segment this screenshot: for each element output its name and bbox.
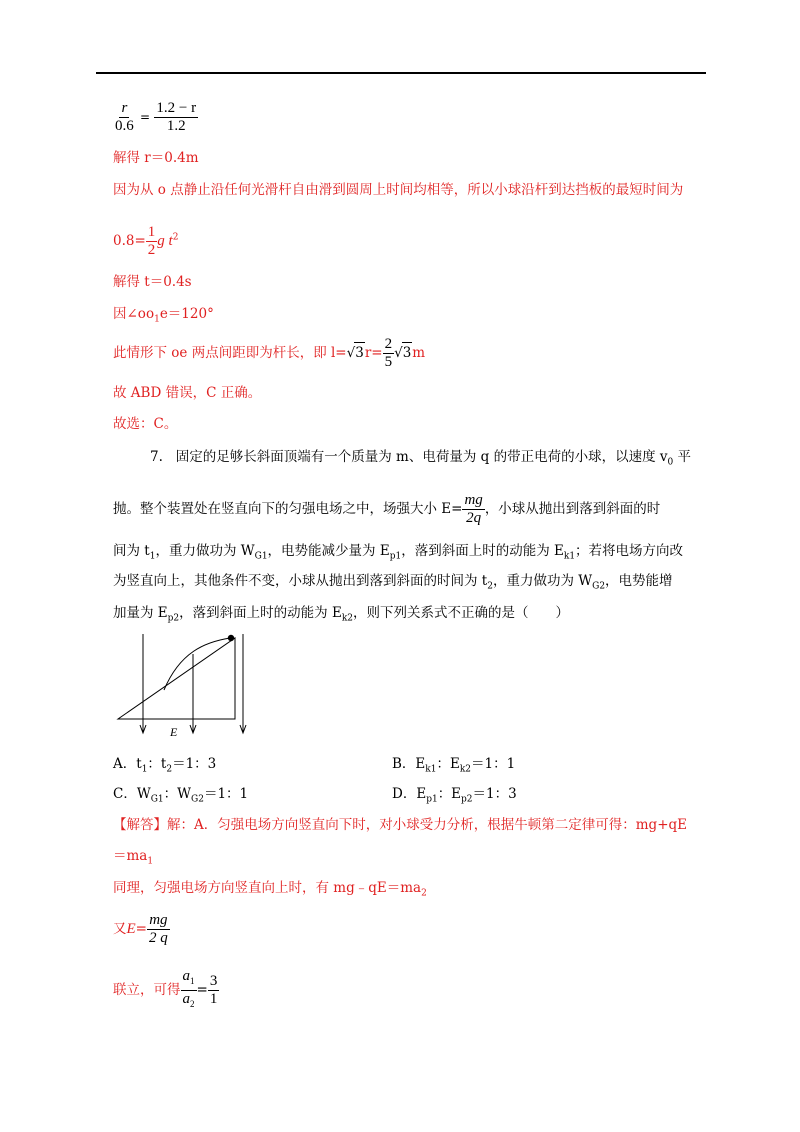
- answer-line-4: 又E= $\frac{mg}{2 q}$: [113, 912, 168, 946]
- incline-field-figure: [110, 632, 260, 742]
- q7-line-4: 为竖直向上，其他条件不变，小球从抛出到落到斜面的时间为 $t_2$，重力做功为 $W_{G2}$，电势能增: [113, 573, 673, 592]
- option-a[interactable]: A．$t_1$：$t_2=1$：3: [113, 756, 217, 775]
- header-rule: [96, 72, 706, 74]
- answer-line-5: 联立，可得 $\frac{a_1}{a_2}$ = $\frac{3}{1}$: [113, 968, 218, 1009]
- ball: [228, 635, 234, 641]
- q7-line-2: 抛。整个装置处在竖直向下的匀强电场之中，场强大小 E= $\frac{mg}{2q}$ ，小球从抛出到落到斜面的时: [113, 492, 661, 526]
- solve-r-line: 解得 r＝0.4m: [113, 150, 199, 166]
- angle-line: 因$\angle oo_1e=120^\circ$: [113, 306, 214, 325]
- q7-line-3: 间为 $t_1$，重力做功为 $W_{G1}$，电势能减少量为 $E_{p1}$，落到斜面上时的动能为 $E_{k1}$；若将电场方向改: [113, 543, 684, 562]
- q7-line-1: 7. 固定的足够长斜面顶端有一个质量为 m、电荷量为 q 的带正电荷的小球，以速度 $v_0$ 平: [150, 449, 692, 468]
- conclusion-line: 故 ABD 错误，C 正确。: [113, 385, 262, 401]
- option-c[interactable]: C．$W_{G1}$：$W_{G2}=1$：1: [113, 786, 249, 805]
- q7-line-5: 加量为 $E_{p2}$，落到斜面上时的动能为 $E_{k2}$，则下列关系式不正确的是（ ）: [113, 605, 569, 624]
- field-label: E: [170, 725, 178, 739]
- option-b[interactable]: B．$E_{k1}$：$E_{k2}=1$：1: [392, 756, 516, 775]
- time-equation: 0.8= $\frac{1}{2}$ g $t^2$: [113, 224, 179, 258]
- ratio-equation: $\frac{r}{0.6}$ = $\frac{1.2 - r}{1.2}$: [115, 100, 197, 134]
- answer-line-2: $=ma_1$: [113, 848, 154, 867]
- length-line: 此情形下 oe 两点间距即为杆长，即 l=√3r= $\frac{2}{5}$ √3m: [113, 336, 426, 370]
- reason-line: 因为从 o 点静止沿任何光滑杆自由滑到圆周上时间均相等，所以小球沿杆到达挡板的最短时间为: [113, 182, 684, 198]
- solve-t-line: 解得 t＝0.4s: [113, 274, 192, 290]
- choice-line: 故选：C。: [113, 416, 178, 432]
- answer-line-1: 【解答】解：A．匀强电场方向竖直向下时，对小球受力分析，根据牛顿第二定律可得：mg+qE: [113, 817, 687, 833]
- incline-triangle: [118, 638, 235, 719]
- option-d[interactable]: D．$E_{p1}$：$E_{p2}=1$：3: [392, 786, 517, 805]
- answer-line-3: 同理，匀强电场方向竖直向上时，有 $mg﹣qE=ma_2$: [113, 880, 427, 899]
